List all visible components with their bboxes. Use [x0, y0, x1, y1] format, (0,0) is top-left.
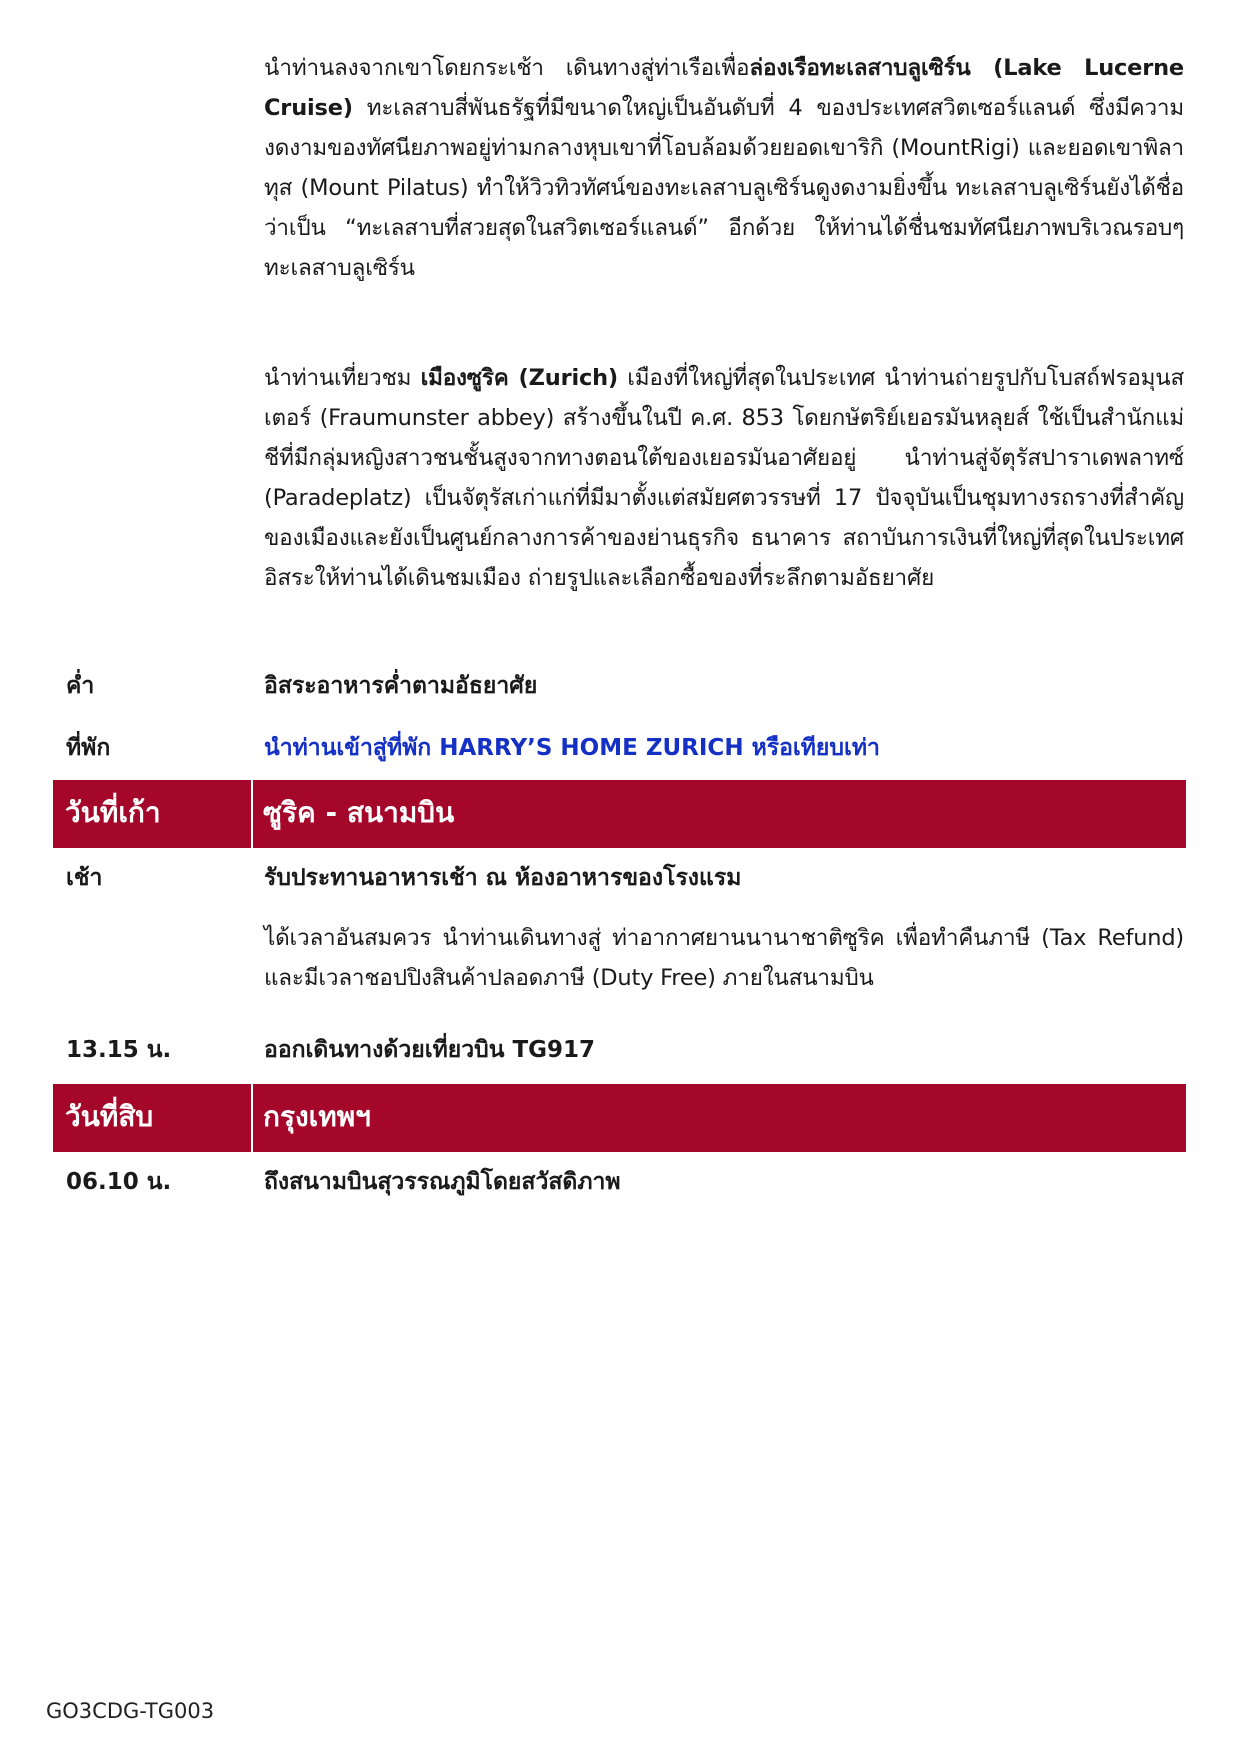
departure-value: ออกเดินทางด้วยเที่ยวบิน TG917	[264, 1037, 596, 1063]
zurich-text-1: นำท่านเที่ยวชม	[264, 365, 421, 391]
breakfast-label: เช้า	[66, 865, 103, 891]
departure-time: 13.15 น.	[66, 1037, 172, 1063]
hotel-row	[54, 726, 1184, 770]
lucerne-paragraph	[264, 48, 1184, 288]
hotel-value: นำท่านเข้าสู่ที่พัก HARRY’S HOME ZURICH หรือเทียบเท่า	[264, 735, 880, 761]
arrival-value: ถึงสนามบินสุวรรณภูมิโดยสวัสดิภาพ	[264, 1169, 621, 1195]
day-ten-title: กรุงเทพฯ	[263, 1100, 371, 1133]
dinner-row	[54, 664, 1184, 708]
arrival-time: 06.10 น.	[66, 1169, 172, 1195]
departure-row	[54, 1028, 1184, 1072]
lucerne-text-1: นำท่านลงจากเขาโดยกระเช้า เดินทางสู่ท่าเรือเพื่อ	[264, 55, 750, 81]
lucerne-cruise-highlight: ล่องเรือทะเลสาบลูเซิร์น (Lake Lucerne Cruise)	[264, 55, 1184, 121]
dinner-label: ค่ำ	[66, 673, 95, 699]
zurich-city-highlight: เมืองซูริค (Zurich)	[420, 365, 619, 391]
breakfast-value: รับประทานอาหารเช้า ณ ห้องอาหารของโรงแรม	[264, 865, 742, 891]
day-ten-label: วันที่สิบ	[65, 1100, 154, 1133]
day-ten-header	[53, 1084, 1186, 1152]
footer-code: GO3CDG-TG003	[46, 1699, 215, 1723]
hotel-label: ที่พัก	[66, 735, 111, 761]
day-nine-label: วันที่เก้า	[65, 796, 161, 829]
zurich-text-2: เมืองที่ใหญ่ที่สุดในประเทศ นำท่านถ่ายรูปกับโบสถ์ฟรอมุนสเตอร์ (Fraumunster abbey) สร้างขึ้นในปี ค.ศ. 853 โดยกษัตริย์เยอรมันหลุยส์ ใช้เป็นสำนักแม่ชีที่มีกลุ่มหญิงสาวชนชั้นสูงจากทางตอนใต้ของเยอรมันอาศัยอยู่ นำท่านสู่จัตุรัสปาราเดพลาทซ์ (Paradeplatz) เป็นจัตุรัสเก่าแก่ที่มีมาตั้งแต่สมัยศตวรรษที่ 17 ปัจจุบันเป็นชุมทางรถรางที่สำคัญของเมืองและยังเป็นศูนย์กลางการค้าของย่านธุรกิจ ธนาคาร สถาบันการเงินที่ใหญ่ที่สุดในประเทศ อิสระให้ท่านได้เดินชมเมือง ถ่ายรูปและเลือกซื้อของที่ระลึกตามอัธยาศัย	[264, 365, 1184, 591]
zurich-paragraph	[264, 358, 1184, 598]
day-nine-header	[53, 780, 1186, 848]
arrival-row	[54, 1160, 1184, 1204]
day-nine-title: ซูริค - สนามบิน	[263, 796, 455, 829]
dinner-value: อิสระอาหารค่ำตามอัธยาศัย	[264, 673, 538, 699]
day-header-divider	[251, 1084, 253, 1152]
breakfast-row	[54, 856, 1184, 900]
day-header-divider	[251, 780, 253, 848]
lucerne-text-2: ทะเลสาบสี่พันธรัฐที่มีขนาดใหญ่เป็นอันดับที่ 4 ของประเทศสวิตเซอร์แลนด์ ซึ่งมีความงดงามของทัศนียภาพอยู่ท่ามกลางหุบเขาที่โอบล้อมด้วยยอดเขาริกิ (MountRigi) และยอดเขาพิลาทุส (Mount Pilatus) ทำให้วิวทิวทัศน์ของทะเลสาบลูเซิร์นดูงดงามยิ่งขึ้น ทะเลสาบลูเซิร์นยังได้ชื่อว่าเป็น “ทะเลสาบที่สวยสุดในสวิตเซอร์แลนด์” อีกด้วย ให้ท่านได้ชื่นชมทัศนียภาพบริเวณรอบๆทะเลสาบลูเซิร์น	[264, 95, 1184, 281]
airport-paragraph: ได้เวลาอันสมควร นำท่านเดินทางสู่ ท่าอากาศยานนานาชาติซูริค เพื่อทำคืนภาษี (Tax Refund) และมีเวลาชอปปิงสินค้าปลอดภาษี (Duty Free) ภายในสนามบิน	[264, 925, 1184, 991]
